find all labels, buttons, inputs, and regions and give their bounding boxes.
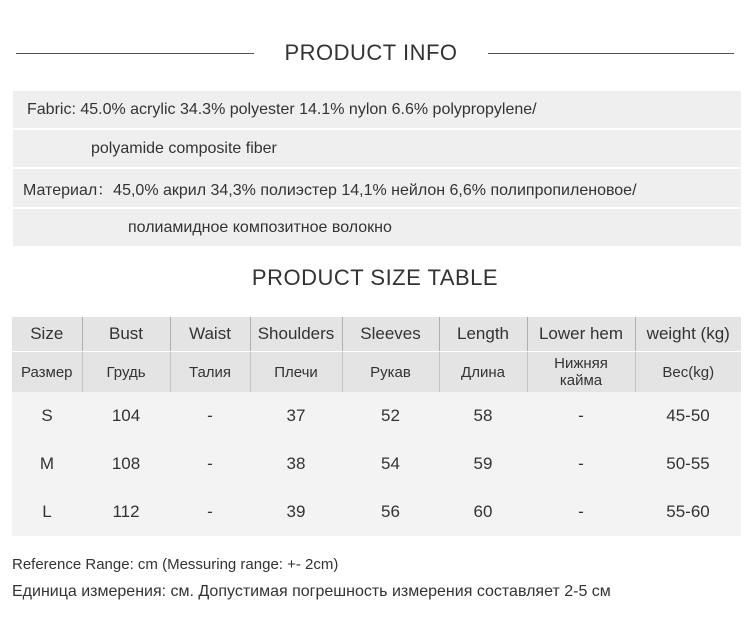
- table-cell: L: [12, 488, 82, 536]
- header-cell-ru: Талия: [170, 352, 250, 393]
- table-cell: M: [12, 440, 82, 488]
- table-row: [12, 488, 741, 536]
- size-table: [12, 317, 741, 536]
- fabric-text-line2: polyamide composite fiber: [91, 139, 277, 157]
- table-cell: 38: [250, 440, 342, 488]
- header-row-ru: [12, 352, 741, 393]
- header-cell: Bust: [82, 317, 170, 352]
- divider-left: [16, 53, 254, 54]
- product-info-title: PRODUCT INFO: [284, 40, 458, 65]
- header-cell-ru: Грудь: [82, 352, 170, 393]
- header-cell: Shoulders: [250, 317, 342, 352]
- material-row-1: [13, 169, 741, 207]
- header-row-en: [12, 317, 741, 352]
- fabric-text-line1: Fabric: 45.0% acrylic 34.3% polyester 14.1% nylon 6.6% polypropylene/: [27, 100, 537, 118]
- table-row: [12, 440, 741, 488]
- table-cell: -: [170, 392, 250, 440]
- table-cell: 52: [342, 392, 439, 440]
- table-cell: 37: [250, 392, 342, 440]
- header-cell: Lower hem: [527, 317, 635, 352]
- header-cell-ru: Рукав: [342, 352, 439, 393]
- header-cell: Waist: [170, 317, 250, 352]
- table-cell: 58: [439, 392, 527, 440]
- table-cell: -: [527, 488, 635, 536]
- size-table-title: PRODUCT SIZE TABLE: [251, 265, 499, 290]
- table-cell: 54: [342, 440, 439, 488]
- divider-right: [488, 53, 734, 54]
- header-cell: Length: [439, 317, 527, 352]
- table-cell: 39: [250, 488, 342, 536]
- size-table-header: [0, 263, 750, 293]
- table-cell: 60: [439, 488, 527, 536]
- table-cell: 104: [82, 392, 170, 440]
- table-cell: 108: [82, 440, 170, 488]
- table-cell: -: [170, 488, 250, 536]
- table-cell: 45-50: [635, 392, 741, 440]
- material-row-2: [13, 209, 741, 246]
- reference-note-en: Reference Range: cm (Messuring range: +- 2cm): [12, 556, 339, 573]
- table-cell: -: [527, 440, 635, 488]
- table-cell: 59: [439, 440, 527, 488]
- header-cell: weight (kg): [635, 317, 741, 352]
- table-row: [12, 392, 741, 440]
- material-text-line1: Материал：45,0% акрил 34,3% полиэстер 14,1% нейлон 6,6% полипропиленовое/: [23, 181, 637, 199]
- reference-note-ru: Единица измерения: см. Допустимая погрешность измерения составляет 2-5 см: [12, 583, 611, 600]
- table-cell: S: [12, 392, 82, 440]
- header-cell-ru: Длина: [439, 352, 527, 393]
- fabric-row-2: [13, 130, 741, 167]
- material-text-line2: полиамидное композитное волокно: [128, 218, 392, 236]
- fabric-row-1: [13, 91, 741, 128]
- table-cell: 50-55: [635, 440, 741, 488]
- header-cell: Size: [12, 317, 82, 352]
- table-cell: 55-60: [635, 488, 741, 536]
- header-cell-ru: Размер: [12, 352, 82, 393]
- product-info-header: [0, 38, 750, 68]
- header-cell: Sleeves: [342, 317, 439, 352]
- table-cell: 112: [82, 488, 170, 536]
- table-cell: -: [527, 392, 635, 440]
- table-cell: -: [170, 440, 250, 488]
- header-cell-ru: Плечи: [250, 352, 342, 393]
- table-cell: 56: [342, 488, 439, 536]
- header-cell-ru: Вес(kg): [635, 352, 741, 393]
- header-cell-ru: Нижняя кайма: [527, 352, 635, 393]
